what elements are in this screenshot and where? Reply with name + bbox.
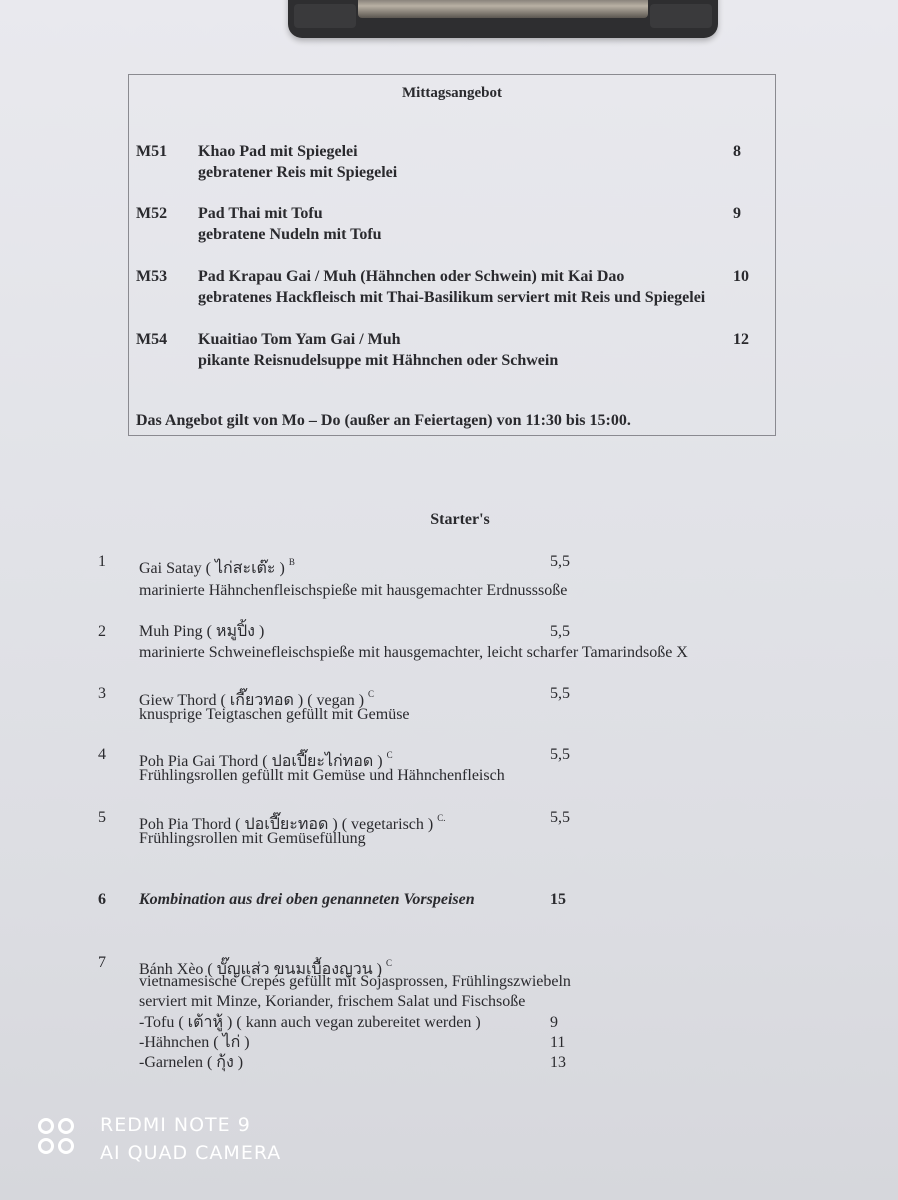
lunch-item-name: Pad Krapau Gai / Muh (Hähnchen oder Schwein) mit Kai Dao	[198, 268, 625, 285]
starter-name-text: Giew Thord ( เกี๊ยวทอด ) ( vegan )	[139, 692, 365, 709]
watermark-line-1: REDMI NOTE 9	[100, 1114, 251, 1136]
clip-foot-right	[650, 4, 712, 28]
allergen-mark: C	[368, 689, 375, 699]
lunch-item-price: 8	[733, 143, 741, 160]
allergen-mark: C	[385, 958, 392, 968]
lunch-item-code: M53	[136, 268, 168, 285]
lunch-item-desc: gebratener Reis mit Spiegelei	[198, 164, 398, 181]
starter-name: Muh Ping ( หมูปิ้ง )	[139, 623, 265, 640]
starter-name: Kombination aus drei oben genanneten Vorspeisen	[139, 891, 475, 908]
lunch-item-code: M51	[136, 143, 168, 160]
lunch-item-desc: pikante Reisnudelsuppe mit Hähnchen oder Schwein	[198, 352, 559, 369]
starter-price: 5,5	[550, 623, 570, 640]
starter-name-text: Gai Satay ( ไก่สะเต๊ะ )	[139, 560, 285, 577]
lunch-note: Das Angebot gilt von Mo – Do (außer an Feiertagen) von 11:30 bis 15:00.	[136, 412, 631, 429]
starters-title: Starter's	[430, 511, 490, 528]
starter-number: 6	[98, 891, 106, 908]
starter-desc: marinierte Hähnchenfleischspieße mit hausgemachter Erdnusssoße	[139, 582, 568, 599]
starter-number: 4	[98, 746, 106, 763]
starter-price: 5,5	[550, 553, 570, 570]
starter-name-text: Poh Pia Thord ( ปอเปี๊ยะทอด ) ( vegetarisch )	[139, 816, 434, 833]
option-price: 9	[550, 1014, 558, 1031]
starter-price: 5,5	[550, 746, 570, 763]
starter-desc: marinierte Schweinefleischspieße mit hausgemachter, leicht scharfer Tamarindsoße X	[139, 644, 688, 661]
clip-foot-left	[294, 4, 356, 28]
starter-desc: Frühlingsrollen mit Gemüsefüllung	[139, 830, 366, 847]
allergen-mark: B	[288, 557, 295, 567]
lunch-item-price: 10	[733, 268, 749, 285]
starter-number: 7	[98, 954, 106, 971]
starter-number: 1	[98, 553, 106, 570]
option-label: -Tofu ( เต้าหู้ ) ( kann auch vegan zubereitet werden )	[139, 1014, 481, 1031]
starter-desc: Frühlingsrollen gefüllt mit Gemüse und Hähnchenfleisch	[139, 767, 505, 784]
watermark-line-2: AI QUAD CAMERA	[100, 1142, 282, 1164]
starter-number: 5	[98, 809, 106, 826]
clipboard-clip	[288, 0, 718, 38]
starter-price: 15	[550, 891, 566, 908]
starter-desc: knusprige Teigtaschen gefüllt mit Gemüse	[139, 706, 410, 723]
option-label: -Hähnchen ( ไก่ )	[139, 1034, 250, 1051]
lunch-item-name: Pad Thai mit Tofu	[198, 205, 323, 222]
starter-name-text: Bánh Xèo ( บั๊ญแส่ว ขนมเบื้องญวน )	[139, 961, 382, 978]
starter-desc: vietnamesische Crepés gefüllt mit Sojasprossen, Frühlingszwiebeln	[139, 973, 571, 990]
lunch-item-price: 9	[733, 205, 741, 222]
option-price: 11	[550, 1034, 566, 1051]
starter-name-text: Poh Pia Gai Thord ( ปอเปี๊ยะไก่ทอด )	[139, 753, 383, 770]
lunch-offer-box	[128, 74, 776, 436]
lunch-item-code: M52	[136, 205, 168, 222]
lunch-item-name: Khao Pad mit Spiegelei	[198, 143, 358, 160]
option-label: -Garnelen ( กุ้ง )	[139, 1054, 244, 1071]
lunch-item-price: 12	[733, 331, 749, 348]
option-price: 13	[550, 1054, 566, 1071]
camera-logo-icon	[36, 1118, 80, 1162]
starter-name	[139, 552, 295, 579]
allergen-mark: C.	[437, 813, 446, 823]
allergen-mark: C	[386, 750, 393, 760]
starter-price: 5,5	[550, 685, 570, 702]
lunch-item-code: M54	[136, 331, 168, 348]
starter-number: 2	[98, 623, 106, 640]
starter-desc-2: serviert mit Minze, Koriander, frischem Salat und Fischsoße	[139, 993, 526, 1010]
starter-number: 3	[98, 685, 106, 702]
lunch-item-desc: gebratene Nudeln mit Tofu	[198, 226, 382, 243]
lunch-item-desc: gebratenes Hackfleisch mit Thai-Basilikum serviert mit Reis und Spiegelei	[198, 289, 706, 306]
lunch-title: Mittagsangebot	[402, 85, 502, 101]
clip-bar	[358, 0, 648, 18]
starter-price: 5,5	[550, 809, 570, 826]
lunch-item-name: Kuaitiao Tom Yam Gai / Muh	[198, 331, 401, 348]
